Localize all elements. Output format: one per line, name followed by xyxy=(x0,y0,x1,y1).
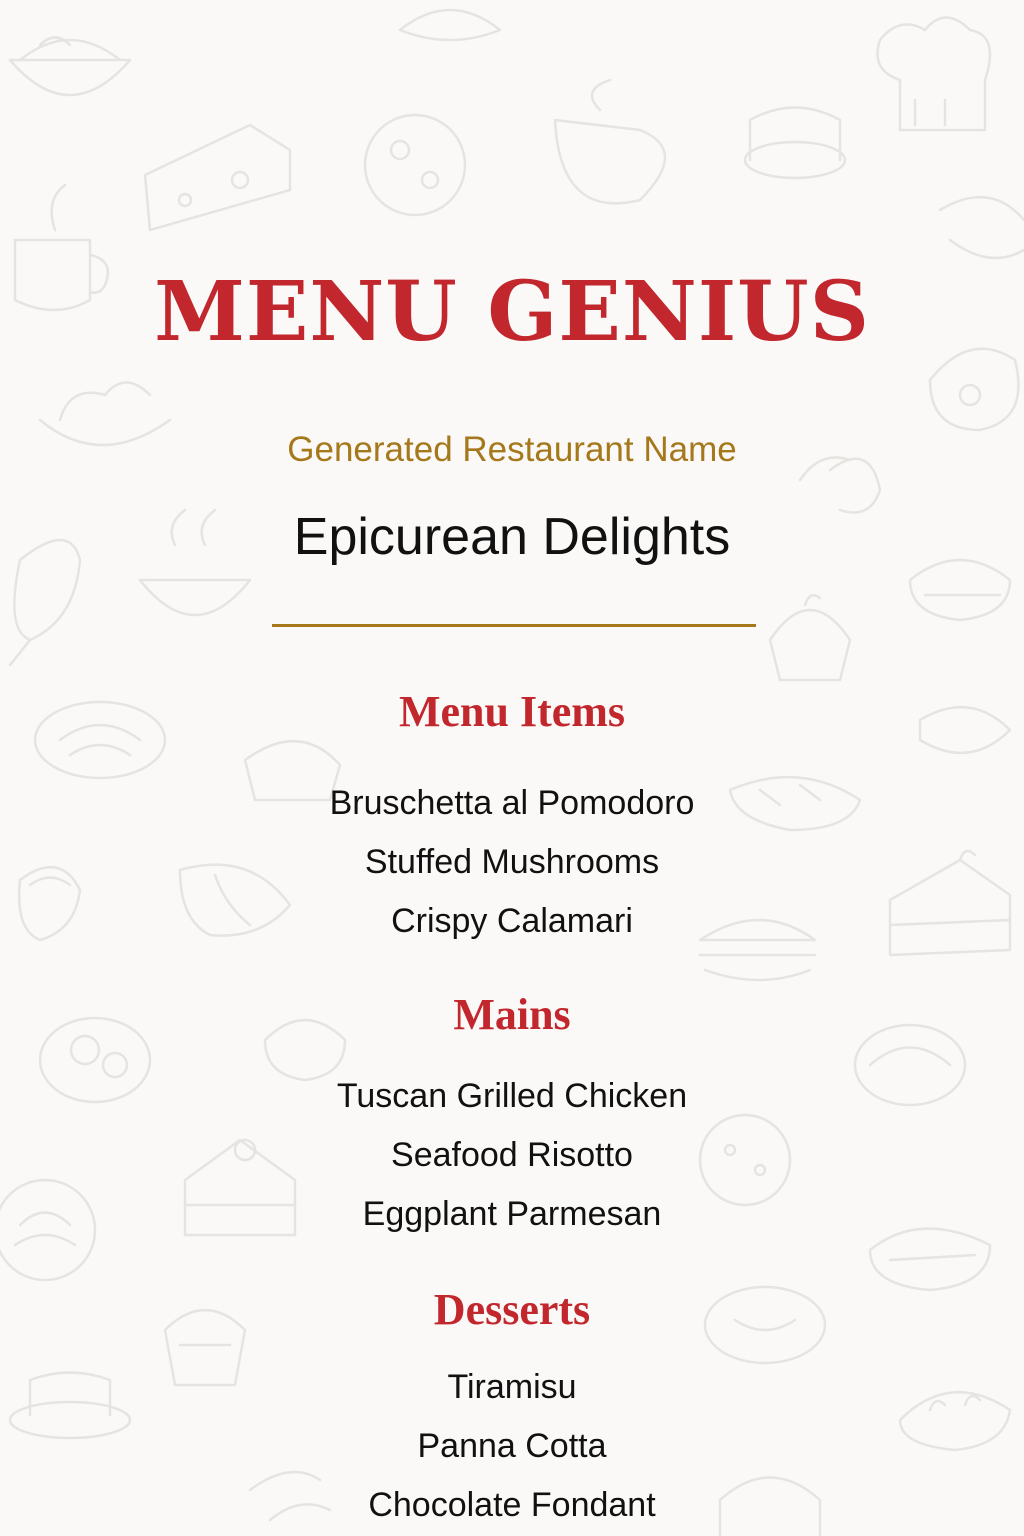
menu-item: Bruschetta al Pomodoro xyxy=(329,784,695,822)
menu-item: Eggplant Parmesan xyxy=(362,1195,662,1233)
menu-item: Tiramisu xyxy=(447,1368,577,1406)
restaurant-name: Epicurean Delights xyxy=(293,508,731,566)
menu-item: Tuscan Grilled Chicken xyxy=(336,1077,688,1115)
restaurant-name-label: Generated Restaurant Name xyxy=(287,430,737,469)
menu-item: Panna Cotta xyxy=(417,1427,607,1465)
section-heading-desserts: Desserts xyxy=(433,1285,591,1334)
menu-item: Crispy Calamari xyxy=(391,902,633,940)
menu-item: Stuffed Mushrooms xyxy=(364,843,660,881)
section-heading-mains: Mains xyxy=(453,990,571,1039)
section-heading-menu-items: Menu Items xyxy=(398,687,626,736)
section-divider xyxy=(272,624,756,627)
menu-item: Chocolate Fondant xyxy=(368,1486,656,1524)
menu-item: Seafood Risotto xyxy=(391,1136,633,1174)
app-title: MENU GENIUS xyxy=(154,264,870,360)
